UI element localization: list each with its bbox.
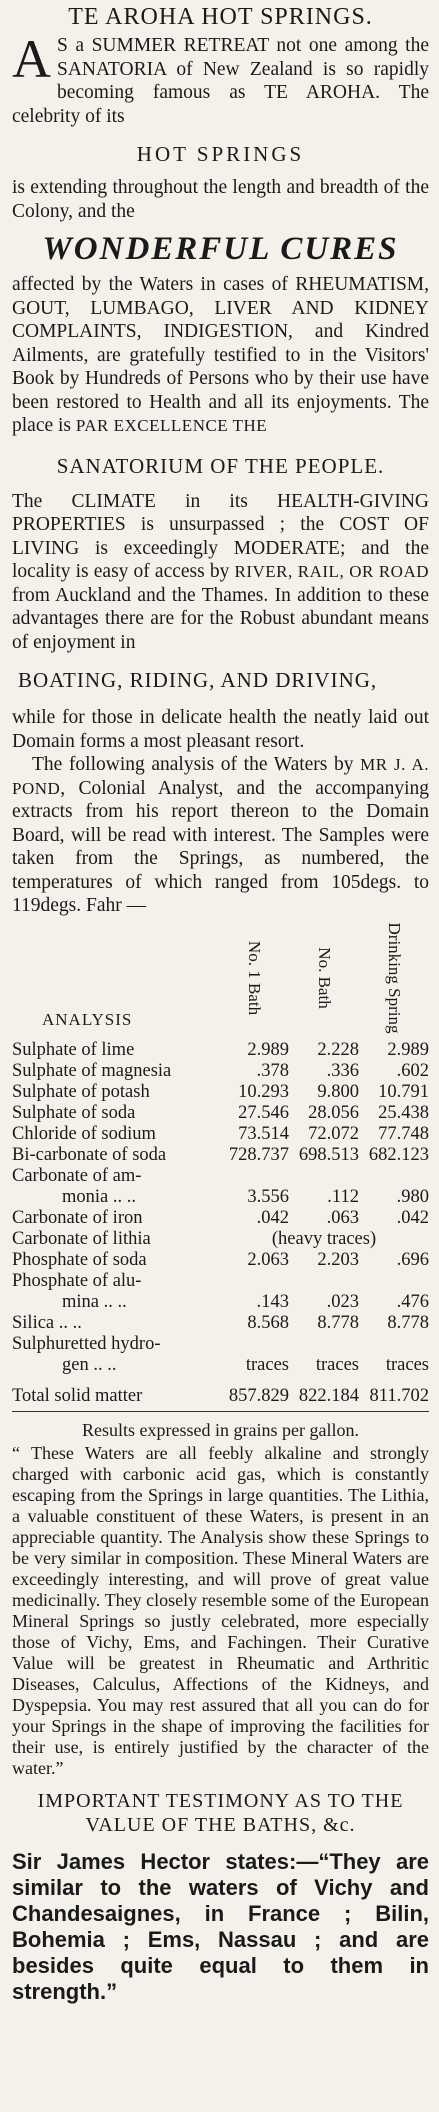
- row-value-2: .112: [327, 1186, 359, 1207]
- row-note: (heavy traces): [271, 1228, 377, 1249]
- row-name: Carbonate of lithia: [12, 1228, 151, 1249]
- row-value-1: 3.556: [247, 1186, 289, 1207]
- row-value-3: 10.791: [378, 1081, 429, 1102]
- row-name: Sulphate of soda: [12, 1102, 136, 1123]
- row-value-2: 28.056: [308, 1102, 359, 1123]
- total-value-2: 822.184: [298, 1385, 359, 1406]
- extending-paragraph: is extending throughout the length and breadth of the Colony, and the: [12, 177, 429, 222]
- row-value-3: .696: [396, 1249, 429, 1270]
- row-value-3: 8.778: [387, 1312, 429, 1333]
- table-row-continuation: [12, 1187, 429, 1208]
- par-excellence-text: PAR EXCELLENCE THE: [75, 416, 268, 435]
- row-name-continuation: mina .. ..: [62, 1291, 127, 1312]
- row-value-1: 728.737: [228, 1144, 289, 1165]
- sanatorium-heading: SANATORIUM OF THE PEOPLE.: [56, 453, 385, 478]
- table-row: [12, 1271, 429, 1292]
- boating-heading: BOATING, RIDING, AND DRIVING,: [18, 668, 378, 692]
- row-value-2: 9.800: [317, 1081, 359, 1102]
- analysis-intro-paragraph: [12, 753, 429, 918]
- row-value-3: .980: [396, 1186, 429, 1207]
- total-label: Total solid matter: [12, 1385, 143, 1406]
- row-value-3: .042: [396, 1207, 429, 1228]
- row-value-1: 2.989: [247, 1039, 289, 1060]
- row-value-2: 2.203: [317, 1249, 359, 1270]
- climate-text-pre: The CLIMATE in its HEALTH-GIVING PROPERTIES is unsurpassed ; the COST OF LIVING is exceedingly MODERATE; and the locality is easy of access by: [12, 490, 429, 582]
- row-value-1: 27.546: [238, 1102, 289, 1123]
- row-name: Phosphate of alu-: [12, 1270, 142, 1291]
- table-row-continuation: [12, 1355, 429, 1376]
- row-value-2: traces: [315, 1354, 359, 1375]
- table-row: [12, 1166, 429, 1187]
- row-value-1: 73.514: [238, 1123, 289, 1144]
- row-name: Carbonate of am-: [12, 1165, 142, 1186]
- analyst-quote: “ These Waters are all feebly alkaline and strongly charged with carbonic acid gas, which is constantly escaping from the Springs in large quantities. The Lithia, a valuable constituent of these Waters, is present in an appreciable quantity. The Analysis show these Springs to be very similar in composition. These Mineral Waters are exceedingly interesting, and will prove of great value medicinally. They closely resemble some of the European Mineral Springs so justly celebrated, more especially those of Vichy, Ems, and Fachingen. Their Curative Value will be greatest in Rheumatic and Arthritic Diseases, Calculus, Affections of the Kidneys, and Dyspepsia. You may rest assured that all you can do for your Springs in the shape of improving the facilities for their use, is entirely justified by the character of the water.”: [12, 1442, 429, 1778]
- climate-access-text: RIVER, RAIL, OR ROAD: [234, 562, 429, 581]
- hot-springs-heading: HOT SPRINGS: [136, 142, 305, 166]
- row-value-3: .476: [396, 1291, 429, 1312]
- row-value-2: 8.778: [317, 1312, 359, 1333]
- table-row: [12, 1082, 429, 1103]
- table-row: [12, 1229, 429, 1250]
- row-value-1: 2.063: [247, 1249, 289, 1270]
- table-row: [12, 1208, 429, 1229]
- table-row: [12, 1145, 429, 1166]
- column-header-drinking-spring: Drinking Spring: [385, 922, 404, 1033]
- row-name: Bi-carbonate of soda: [12, 1144, 167, 1165]
- row-name: Carbonate of iron: [12, 1207, 143, 1228]
- table-row: [12, 1250, 429, 1271]
- row-value-2: .336: [326, 1060, 359, 1081]
- climate-text-post: from Auckland and the Thames. In addition to these advantages there are for the Robust abundant means of enjoyment in: [12, 584, 429, 653]
- analyst-name: MR J. A. POND: [12, 755, 429, 798]
- row-value-3: 77.748: [378, 1123, 429, 1144]
- cures-paragraph: [12, 273, 429, 438]
- row-value-2: 2.228: [317, 1039, 359, 1060]
- column-header-bath-1: No. 1 Bath: [245, 940, 264, 1015]
- table-row: [12, 1061, 429, 1082]
- total-value-3: 811.702: [369, 1385, 429, 1406]
- cures-text: affected by the Waters in cases of RHEUMATISM, GOUT, LUMBAGO, LIVER AND KIDNEY COMPLAINTS, INDIGESTION, and Kindred Ailments, are gratefully testified to in the Visitors' Book by Hundreds of Persons who by their use have been restored to Health and all its enjoyments. The place is: [12, 274, 429, 436]
- row-name: Silica .. ..: [12, 1312, 82, 1333]
- intro-text: S a SUMMER RETREAT not one among the SANATORIA of New Zealand is so rapidly becoming famous as TE AROHA. The celebrity of its: [12, 35, 429, 127]
- row-value-3: 682.123: [368, 1144, 429, 1165]
- row-name: Sulphate of magnesia: [12, 1060, 172, 1081]
- table-row: [12, 1103, 429, 1124]
- drop-cap-letter: A: [12, 29, 51, 89]
- climate-paragraph: [12, 490, 429, 655]
- table-row: [12, 1313, 429, 1334]
- analysis-table: [12, 922, 429, 1407]
- row-name: Phosphate of soda: [12, 1249, 147, 1270]
- results-caption: Results expressed in grains per gallon.: [82, 1419, 359, 1440]
- table-row-continuation: [12, 1292, 429, 1313]
- row-value-2: .023: [326, 1291, 359, 1312]
- total-value-1: 857.829: [228, 1385, 289, 1406]
- analysis-intro-pre: The following analysis of the Waters by: [32, 754, 354, 775]
- divider-rule: [12, 1411, 429, 1412]
- column-header-bath-2: No. Bath: [315, 946, 334, 1009]
- row-value-2: .063: [326, 1207, 359, 1228]
- analysis-header-label: ANALYSIS: [42, 1009, 133, 1029]
- row-name: Sulphate of potash: [12, 1081, 150, 1102]
- page-title: TE AROHA HOT SPRINGS.: [68, 4, 373, 30]
- row-value-2: 698.513: [298, 1144, 359, 1165]
- total-row: [12, 1376, 429, 1407]
- analysis-header-row: [12, 926, 429, 1030]
- hector-testimony: Sir James Hector states:—“They are similar to the waters of Vichy and Chandesaignes, in France ; Bilin, Bohemia ; Ems, Nassau ; and are besides quite equal to them in strength.”: [12, 1848, 429, 2004]
- intro-paragraph: [12, 29, 429, 128]
- row-name-continuation: monia .. ..: [62, 1186, 136, 1207]
- row-value-3: 2.989: [387, 1039, 429, 1060]
- row-value-2: 72.072: [308, 1123, 359, 1144]
- table-row: [12, 1334, 429, 1355]
- analysis-intro-post: , Colonial Analyst, and the accompanying extracts from his report thereon to the Domain Board, will be read with interest. The Samples were taken from the Springs, as numbered, the temperatures of which ranged from 105degs. to 119degs. Fahr —: [12, 777, 429, 916]
- row-value-1: 8.568: [247, 1312, 289, 1333]
- delicate-health-paragraph: while for those in delicate health the neatly laid out Domain forms a most pleasant resort.: [12, 707, 429, 752]
- row-value-1: .042: [256, 1207, 289, 1228]
- analysis-rows-group-1: [12, 1040, 429, 1229]
- wonderful-cures-heading: WONDERFUL CURES: [42, 231, 399, 267]
- row-value-1: .378: [256, 1060, 289, 1081]
- table-row: [12, 1124, 429, 1145]
- row-value-1: traces: [245, 1354, 289, 1375]
- row-value-3: 25.438: [378, 1102, 429, 1123]
- row-name: Sulphate of lime: [12, 1039, 135, 1060]
- table-row: [12, 1040, 429, 1061]
- important-testimony-heading: IMPORTANT TESTIMONY AS TO THE VALUE OF THE BATHS, &c.: [37, 1789, 404, 1836]
- row-value-1: 10.293: [238, 1081, 289, 1102]
- row-name: Sulphuretted hydro-: [12, 1333, 161, 1354]
- row-name: Chloride of sodium: [12, 1123, 156, 1144]
- row-name-continuation: gen .. ..: [62, 1354, 117, 1375]
- row-value-3: .602: [396, 1060, 429, 1081]
- row-value-1: .143: [256, 1291, 289, 1312]
- row-value-3: traces: [385, 1354, 429, 1375]
- analysis-rows-group-2: [12, 1250, 429, 1376]
